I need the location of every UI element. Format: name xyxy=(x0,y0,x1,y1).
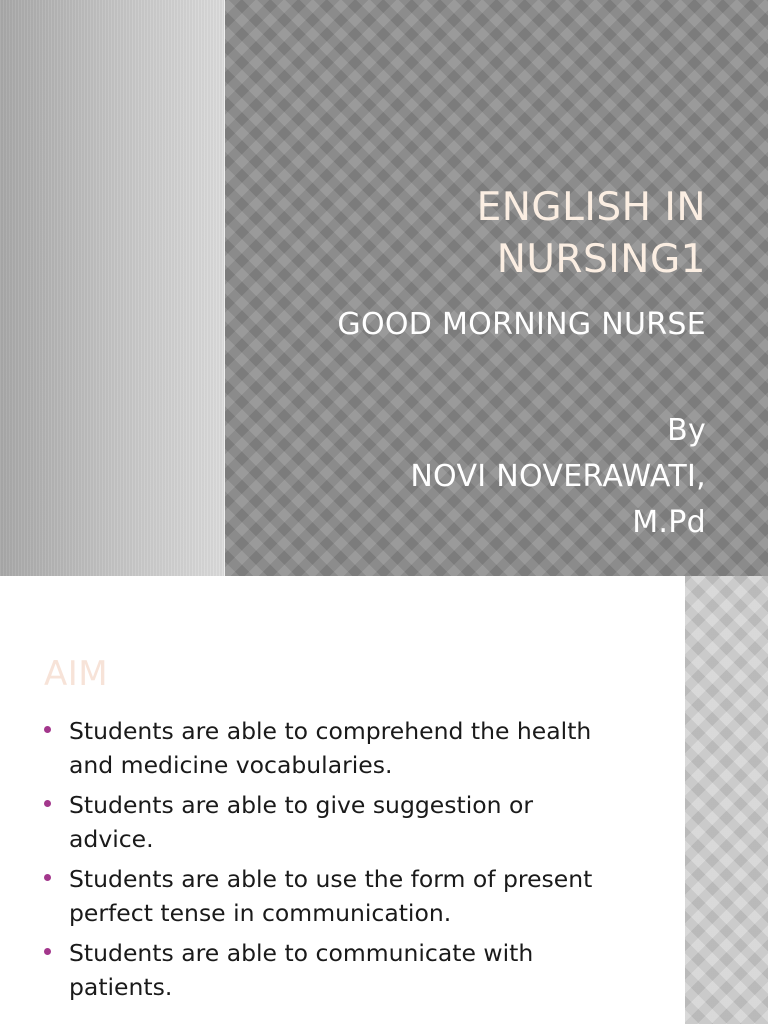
list-item-line-2: patients. xyxy=(69,973,173,1001)
list-item-line-2: and medicine vocabularies. xyxy=(69,751,393,779)
list-item-line-1: Students are able to use the form of present xyxy=(69,865,593,893)
aim-bullet-list xyxy=(44,714,644,1010)
by-label: By xyxy=(667,413,706,448)
aim-slide xyxy=(0,576,768,1024)
aim-slide-patterned-strip xyxy=(685,576,768,1024)
subtitle-spacer xyxy=(246,348,706,408)
list-item-line-2: advice. xyxy=(69,825,154,853)
list-item xyxy=(44,936,644,1004)
subtitle-text: GOOD MORNING NURSE xyxy=(337,307,706,342)
aim-heading: AIM xyxy=(44,654,109,694)
list-item-line-2: perfect tense in communication. xyxy=(69,899,452,927)
title-slide-left-gradient-panel xyxy=(0,0,224,576)
list-item xyxy=(44,714,644,782)
slide-title xyxy=(246,182,706,286)
list-item-line-1: Students are able to communicate with xyxy=(69,939,534,967)
author-degree: M.Pd xyxy=(632,505,706,540)
list-item xyxy=(44,788,644,856)
bullet-dot-icon xyxy=(44,726,51,733)
bullet-dot-icon xyxy=(44,800,51,807)
slide-title-line-1: ENGLISH IN xyxy=(476,185,706,230)
list-item-line-1: Students are able to give suggestion or xyxy=(69,791,534,819)
slide-subtitle xyxy=(246,302,706,546)
bullet-dot-icon xyxy=(44,874,51,881)
list-item xyxy=(44,862,644,930)
author-name: NOVI NOVERAWATI, xyxy=(410,459,706,494)
list-item-line-1: Students are able to comprehend the health xyxy=(69,717,592,745)
slide-title-line-2: NURSING1 xyxy=(496,237,706,282)
bullet-dot-icon xyxy=(44,948,51,955)
